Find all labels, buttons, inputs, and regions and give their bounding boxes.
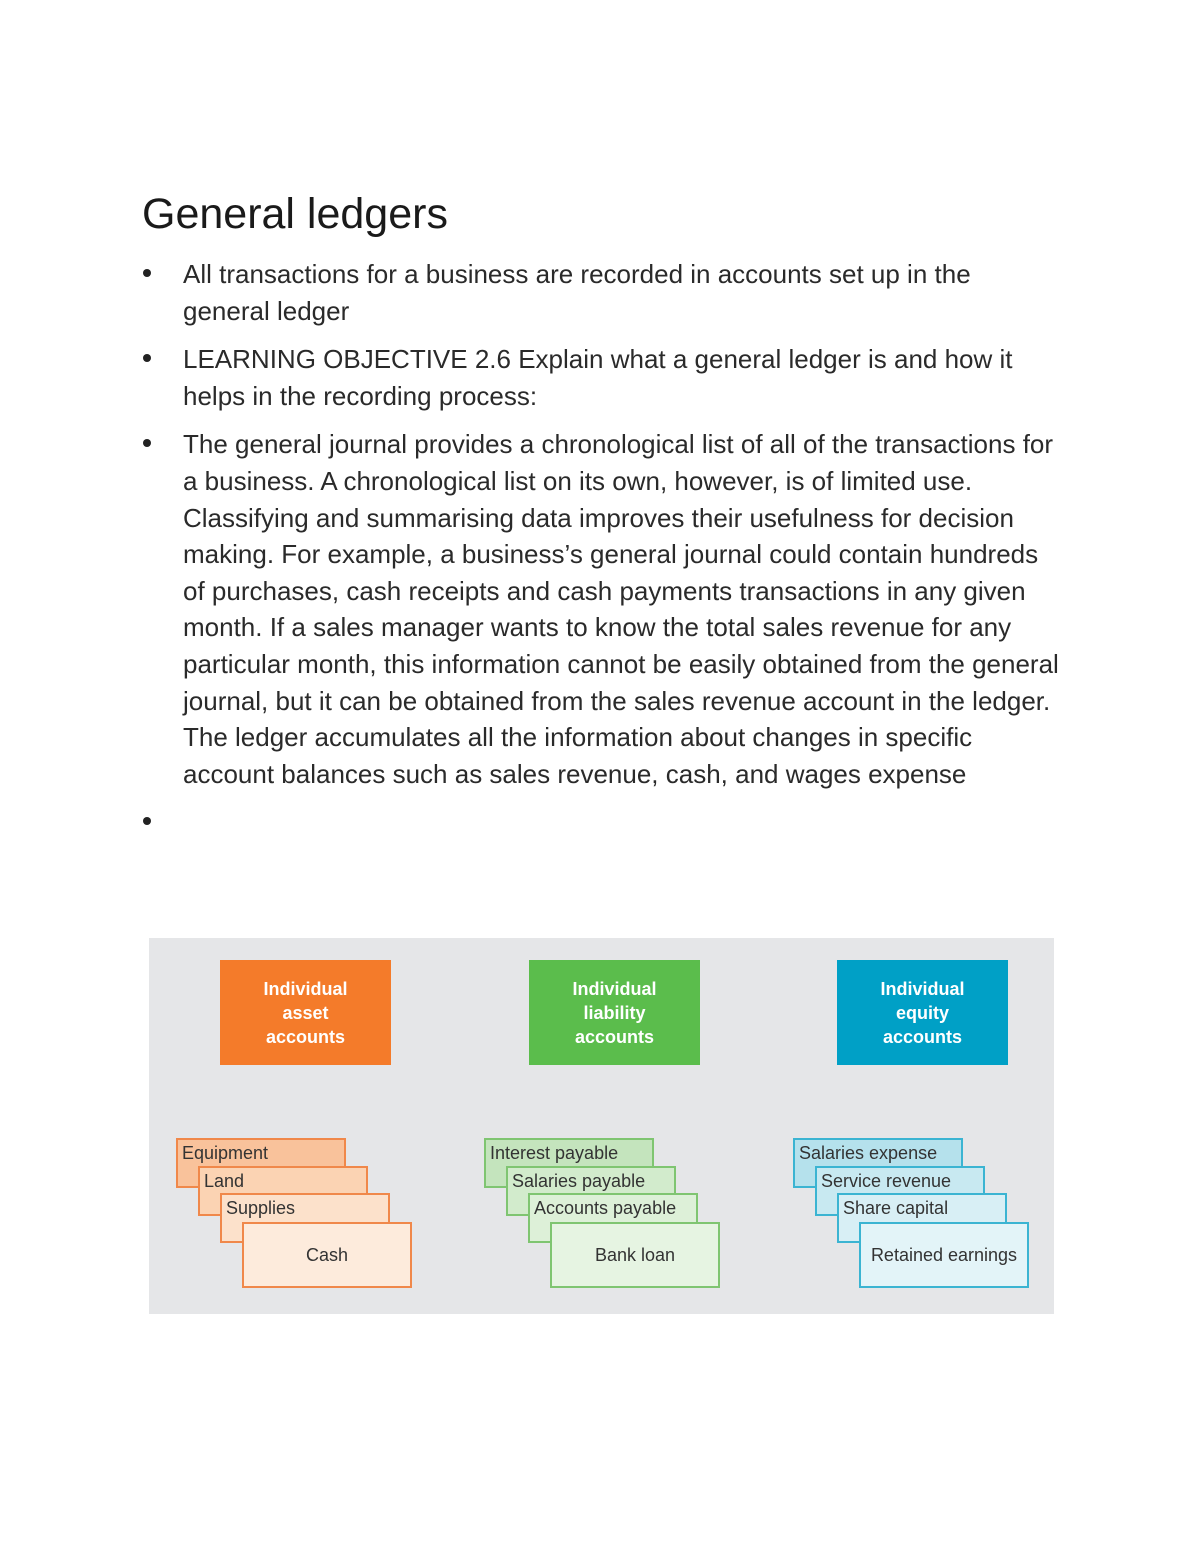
header-line: Individual xyxy=(263,978,348,999)
equity-accounts-header xyxy=(837,960,1008,1065)
bullet-item xyxy=(142,426,1062,792)
bullet-item xyxy=(142,804,1062,841)
header-line: accounts xyxy=(574,1026,654,1047)
ledger-diagram xyxy=(149,938,1054,1314)
bullet-text: All transactions for a business are recorded in accounts set up in the general ledger xyxy=(183,259,971,326)
header-line: accounts xyxy=(265,1026,345,1047)
bullet-dot-icon xyxy=(143,269,151,277)
account-card-salaries-expense: Salaries expense xyxy=(793,1138,963,1188)
bullet-dot-icon xyxy=(143,439,151,447)
account-card-bank-loan: Bank loan xyxy=(550,1222,720,1288)
account-card-share-capital: Share capital xyxy=(837,1193,1007,1243)
header-line: equity xyxy=(895,1002,949,1023)
asset-accounts-header xyxy=(220,960,391,1065)
header-line: accounts xyxy=(882,1026,962,1047)
account-card-salaries-payable: Salaries payable xyxy=(506,1166,676,1216)
page-title: General ledgers xyxy=(142,190,448,238)
account-card-cash: Cash xyxy=(242,1222,412,1288)
liability-accounts-header xyxy=(529,960,700,1065)
bullet-list xyxy=(142,256,1062,853)
header-line: Individual xyxy=(880,978,965,999)
bullet-text: LEARNING OBJECTIVE 2.6 Explain what a general ledger is and how it helps in the recording process: xyxy=(183,344,1013,411)
account-card-retained-earnings: Retained earnings xyxy=(859,1222,1029,1288)
bullet-item xyxy=(142,341,1062,414)
bullet-item xyxy=(142,256,1062,329)
account-card-land: Land xyxy=(198,1166,368,1216)
account-card-interest-payable: Interest payable xyxy=(484,1138,654,1188)
bullet-dot-icon xyxy=(143,817,151,825)
account-card-supplies: Supplies xyxy=(220,1193,390,1243)
header-line: asset xyxy=(282,1002,329,1023)
bullet-dot-icon xyxy=(143,354,151,362)
header-line: Individual xyxy=(572,978,657,999)
header-line: liability xyxy=(583,1002,646,1023)
account-card-equipment: Equipment xyxy=(176,1138,346,1188)
account-card-service-revenue: Service revenue xyxy=(815,1166,985,1216)
bullet-text: The general journal provides a chronological list of all of the transactions for a business. A chronological list on its own, however, is of limited use. Classifying and summarising data improves their usefulness for decision making. For example, a business’s general journal could contain hundreds of purchases, cash receipts and cash payments transactions in any given month. If a sales manager wants to know the total sales revenue for any particular month, this information cannot be easily obtained from the general journal, but it can be obtained from the sales revenue account in the ledger. The ledger accumulates all the information about changes in specific account balances such as sales revenue, cash, and wages expense xyxy=(183,429,1059,789)
account-card-accounts-payable: Accounts payable xyxy=(528,1193,698,1243)
